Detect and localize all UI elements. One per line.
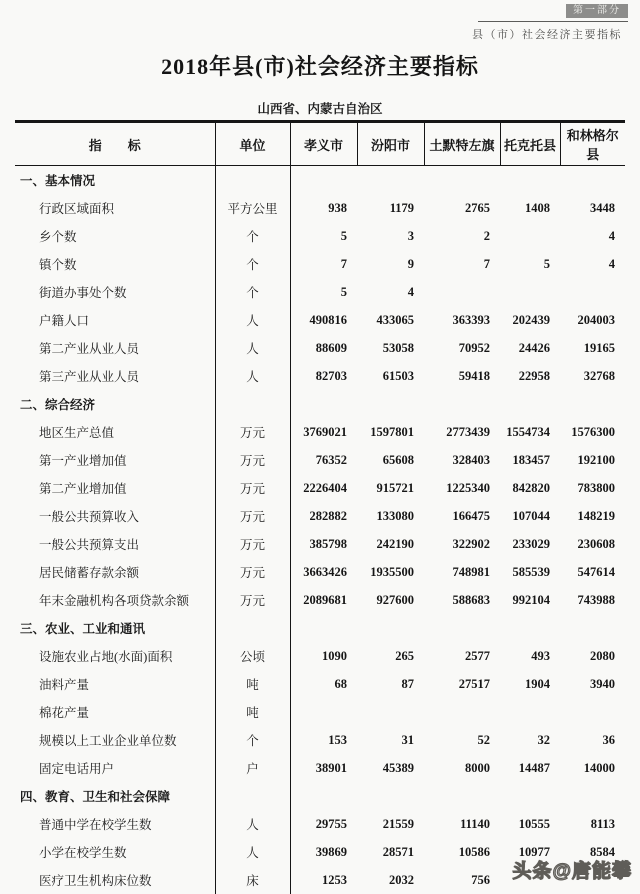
value-cell bbox=[500, 614, 560, 642]
value-cell: 22958 bbox=[500, 362, 560, 390]
value-cell: 14000 bbox=[560, 754, 625, 782]
value-cell bbox=[290, 390, 357, 418]
unit-cell: 平方公里 bbox=[215, 194, 290, 222]
value-cell bbox=[357, 614, 424, 642]
row-label: 油料产量 bbox=[15, 670, 215, 698]
value-cell: 32 bbox=[500, 726, 560, 754]
value-cell: 915721 bbox=[357, 474, 424, 502]
value-cell: 4 bbox=[560, 250, 625, 278]
unit-cell bbox=[215, 390, 290, 418]
value-cell bbox=[357, 782, 424, 810]
value-cell: 59418 bbox=[424, 362, 500, 390]
value-cell bbox=[357, 698, 424, 726]
unit-cell: 万元 bbox=[215, 474, 290, 502]
value-cell: 192100 bbox=[560, 446, 625, 474]
value-cell: 10586 bbox=[424, 838, 500, 866]
value-cell bbox=[500, 782, 560, 810]
unit-cell: 万元 bbox=[215, 558, 290, 586]
value-cell: 2080 bbox=[560, 642, 625, 670]
indicators-table bbox=[15, 123, 625, 894]
table-row bbox=[15, 530, 625, 558]
value-cell: 45389 bbox=[357, 754, 424, 782]
unit-cell: 床 bbox=[215, 866, 290, 894]
unit-cell: 人 bbox=[215, 334, 290, 362]
value-cell bbox=[424, 614, 500, 642]
value-cell: 756 bbox=[424, 866, 500, 894]
table-row bbox=[15, 250, 625, 278]
value-cell: 202439 bbox=[500, 306, 560, 334]
unit-cell: 人 bbox=[215, 838, 290, 866]
value-cell: 385798 bbox=[290, 530, 357, 558]
value-cell: 2032 bbox=[357, 866, 424, 894]
row-label: 街道办事处个数 bbox=[15, 278, 215, 306]
row-label: 医疗卫生机构床位数 bbox=[15, 866, 215, 894]
table-row bbox=[15, 670, 625, 698]
row-label: 第二产业增加值 bbox=[15, 474, 215, 502]
value-cell: 938 bbox=[290, 194, 357, 222]
unit-cell: 个 bbox=[215, 726, 290, 754]
value-cell: 490816 bbox=[290, 306, 357, 334]
table-row bbox=[15, 698, 625, 726]
section-label: 四、教育、卫生和社会保障 bbox=[15, 782, 215, 810]
page-title: 2018年县(市)社会经济主要指标 bbox=[0, 50, 640, 81]
unit-cell: 个 bbox=[215, 250, 290, 278]
row-label: 年末金融机构各项贷款余额 bbox=[15, 586, 215, 614]
value-cell: 1597801 bbox=[357, 418, 424, 446]
row-label: 普通中学在校学生数 bbox=[15, 810, 215, 838]
value-cell: 53058 bbox=[357, 334, 424, 362]
value-cell bbox=[500, 222, 560, 250]
value-cell: 1904 bbox=[500, 670, 560, 698]
value-cell: 322902 bbox=[424, 530, 500, 558]
value-cell: 230608 bbox=[560, 530, 625, 558]
unit-cell: 人 bbox=[215, 362, 290, 390]
value-cell: 29755 bbox=[290, 810, 357, 838]
value-cell: 3769021 bbox=[290, 418, 357, 446]
part-badge: 第一部分 bbox=[566, 4, 628, 18]
value-cell: 2 bbox=[424, 222, 500, 250]
value-cell bbox=[560, 390, 625, 418]
value-cell: 9 bbox=[357, 250, 424, 278]
section-row bbox=[15, 166, 625, 195]
row-label: 规模以上工业企业单位数 bbox=[15, 726, 215, 754]
value-cell: 783800 bbox=[560, 474, 625, 502]
row-label: 行政区域面积 bbox=[15, 194, 215, 222]
section-row bbox=[15, 614, 625, 642]
value-cell: 2089681 bbox=[290, 586, 357, 614]
value-cell: 842820 bbox=[500, 474, 560, 502]
value-cell: 107044 bbox=[500, 502, 560, 530]
value-cell bbox=[500, 278, 560, 306]
value-cell: 65608 bbox=[357, 446, 424, 474]
unit-cell: 万元 bbox=[215, 418, 290, 446]
column-header: 单位 bbox=[215, 123, 290, 166]
table-row bbox=[15, 306, 625, 334]
value-cell bbox=[424, 166, 500, 195]
table-header bbox=[15, 123, 625, 166]
unit-cell bbox=[215, 166, 290, 195]
value-cell bbox=[357, 166, 424, 195]
row-label: 镇个数 bbox=[15, 250, 215, 278]
table-row bbox=[15, 446, 625, 474]
value-cell: 3 bbox=[357, 222, 424, 250]
section-label: 三、农业、工业和通讯 bbox=[15, 614, 215, 642]
value-cell: 36 bbox=[560, 726, 625, 754]
value-cell: 743988 bbox=[560, 586, 625, 614]
table-row bbox=[15, 642, 625, 670]
unit-cell: 万元 bbox=[215, 446, 290, 474]
value-cell: 585539 bbox=[500, 558, 560, 586]
value-cell: 493 bbox=[500, 642, 560, 670]
value-cell bbox=[424, 278, 500, 306]
section-label: 一、基本情况 bbox=[15, 166, 215, 195]
watermark: 头条@唐能攀 bbox=[512, 856, 632, 883]
value-cell: 70952 bbox=[424, 334, 500, 362]
unit-cell: 万元 bbox=[215, 530, 290, 558]
section-label: 二、综合经济 bbox=[15, 390, 215, 418]
table-row bbox=[15, 502, 625, 530]
value-cell bbox=[290, 782, 357, 810]
column-header: 孝义市 bbox=[290, 123, 357, 166]
value-cell: 27517 bbox=[424, 670, 500, 698]
value-cell: 547614 bbox=[560, 558, 625, 586]
page-subtitle: 山西省、内蒙古自治区 bbox=[0, 99, 640, 117]
row-label: 居民储蓄存款余额 bbox=[15, 558, 215, 586]
unit-cell: 个 bbox=[215, 278, 290, 306]
table-row bbox=[15, 418, 625, 446]
indicators-table-wrap bbox=[15, 120, 625, 894]
value-cell: 8113 bbox=[560, 810, 625, 838]
value-cell: 1253 bbox=[290, 866, 357, 894]
value-cell: 5 bbox=[290, 222, 357, 250]
value-cell: 363393 bbox=[424, 306, 500, 334]
value-cell: 4 bbox=[357, 278, 424, 306]
value-cell: 39869 bbox=[290, 838, 357, 866]
unit-cell: 户 bbox=[215, 754, 290, 782]
value-cell bbox=[290, 698, 357, 726]
value-cell bbox=[560, 614, 625, 642]
row-label: 设施农业占地(水面)面积 bbox=[15, 642, 215, 670]
value-cell bbox=[424, 782, 500, 810]
table-row bbox=[15, 194, 625, 222]
value-cell: 927600 bbox=[357, 586, 424, 614]
row-label: 棉花产量 bbox=[15, 698, 215, 726]
unit-cell: 个 bbox=[215, 222, 290, 250]
value-cell: 7 bbox=[290, 250, 357, 278]
unit-cell: 万元 bbox=[215, 502, 290, 530]
value-cell: 265 bbox=[357, 642, 424, 670]
table-row bbox=[15, 810, 625, 838]
value-cell: 992104 bbox=[500, 586, 560, 614]
value-cell bbox=[560, 782, 625, 810]
value-cell: 76352 bbox=[290, 446, 357, 474]
unit-cell: 公顷 bbox=[215, 642, 290, 670]
corner-caption: 县（市）社会经济主要指标 bbox=[472, 26, 628, 42]
value-cell: 4 bbox=[560, 222, 625, 250]
value-cell: 183457 bbox=[500, 446, 560, 474]
row-label: 第二产业从业人员 bbox=[15, 334, 215, 362]
value-cell: 10977 bbox=[500, 838, 560, 866]
value-cell: 588683 bbox=[424, 586, 500, 614]
table-row bbox=[15, 586, 625, 614]
value-cell: 3663426 bbox=[290, 558, 357, 586]
row-label: 地区生产总值 bbox=[15, 418, 215, 446]
value-cell: 433065 bbox=[357, 306, 424, 334]
value-cell: 282882 bbox=[290, 502, 357, 530]
value-cell: 32768 bbox=[560, 362, 625, 390]
value-cell: 21559 bbox=[357, 810, 424, 838]
value-cell bbox=[424, 698, 500, 726]
section-row bbox=[15, 782, 625, 810]
row-label: 一般公共预算支出 bbox=[15, 530, 215, 558]
value-cell: 148219 bbox=[560, 502, 625, 530]
value-cell bbox=[424, 390, 500, 418]
value-cell: 328403 bbox=[424, 446, 500, 474]
value-cell: 7 bbox=[424, 250, 500, 278]
value-cell bbox=[500, 166, 560, 195]
value-cell: 1408 bbox=[500, 194, 560, 222]
corner-header bbox=[472, 0, 628, 42]
unit-cell bbox=[215, 782, 290, 810]
unit-cell: 人 bbox=[215, 306, 290, 334]
value-cell: 38901 bbox=[290, 754, 357, 782]
table-body bbox=[15, 166, 625, 894]
row-label: 第三产业从业人员 bbox=[15, 362, 215, 390]
value-cell: 8584 bbox=[560, 838, 625, 866]
value-cell bbox=[560, 166, 625, 195]
value-cell: 82703 bbox=[290, 362, 357, 390]
value-cell: 24426 bbox=[500, 334, 560, 362]
value-cell bbox=[560, 278, 625, 306]
value-cell: 61503 bbox=[357, 362, 424, 390]
row-label: 户籍人口 bbox=[15, 306, 215, 334]
table-row bbox=[15, 726, 625, 754]
value-cell: 1935500 bbox=[357, 558, 424, 586]
value-cell: 87 bbox=[357, 670, 424, 698]
table-row bbox=[15, 222, 625, 250]
value-cell: 1576300 bbox=[560, 418, 625, 446]
unit-cell bbox=[215, 614, 290, 642]
value-cell bbox=[500, 698, 560, 726]
column-header: 指 标 bbox=[15, 123, 215, 166]
table-row bbox=[15, 278, 625, 306]
table-row bbox=[15, 362, 625, 390]
value-cell: 233029 bbox=[500, 530, 560, 558]
value-cell: 748981 bbox=[424, 558, 500, 586]
value-cell: 204003 bbox=[560, 306, 625, 334]
row-label: 小学在校学生数 bbox=[15, 838, 215, 866]
value-cell: 5 bbox=[500, 250, 560, 278]
unit-cell: 吨 bbox=[215, 670, 290, 698]
value-cell: 10555 bbox=[500, 810, 560, 838]
value-cell bbox=[560, 698, 625, 726]
value-cell: 2773439 bbox=[424, 418, 500, 446]
value-cell: 153 bbox=[290, 726, 357, 754]
row-label: 一般公共预算收入 bbox=[15, 502, 215, 530]
value-cell: 88609 bbox=[290, 334, 357, 362]
value-cell: 133080 bbox=[357, 502, 424, 530]
table-row bbox=[15, 334, 625, 362]
section-row bbox=[15, 390, 625, 418]
column-header: 汾阳市 bbox=[357, 123, 424, 166]
table-row bbox=[15, 754, 625, 782]
value-cell: 2226404 bbox=[290, 474, 357, 502]
row-label: 乡个数 bbox=[15, 222, 215, 250]
value-cell: 3940 bbox=[560, 670, 625, 698]
value-cell bbox=[290, 166, 357, 195]
value-cell: 2765 bbox=[424, 194, 500, 222]
column-header: 土默特左旗 bbox=[424, 123, 500, 166]
corner-rule bbox=[478, 21, 628, 22]
value-cell: 28571 bbox=[357, 838, 424, 866]
value-cell: 11140 bbox=[424, 810, 500, 838]
value-cell: 19165 bbox=[560, 334, 625, 362]
unit-cell: 吨 bbox=[215, 698, 290, 726]
value-cell: 5 bbox=[290, 278, 357, 306]
unit-cell: 人 bbox=[215, 810, 290, 838]
table-header-row bbox=[15, 123, 625, 166]
value-cell: 1090 bbox=[290, 642, 357, 670]
value-cell bbox=[290, 614, 357, 642]
table-row bbox=[15, 474, 625, 502]
value-cell: 1554734 bbox=[500, 418, 560, 446]
table-row bbox=[15, 558, 625, 586]
column-header: 和林格尔县 bbox=[560, 123, 625, 166]
value-cell: 8000 bbox=[424, 754, 500, 782]
value-cell: 1179 bbox=[357, 194, 424, 222]
value-cell: 14487 bbox=[500, 754, 560, 782]
value-cell: 3448 bbox=[560, 194, 625, 222]
value-cell bbox=[500, 390, 560, 418]
unit-cell: 万元 bbox=[215, 586, 290, 614]
value-cell bbox=[357, 390, 424, 418]
value-cell: 242190 bbox=[357, 530, 424, 558]
value-cell: 166475 bbox=[424, 502, 500, 530]
value-cell: 52 bbox=[424, 726, 500, 754]
row-label: 第一产业增加值 bbox=[15, 446, 215, 474]
value-cell: 1225340 bbox=[424, 474, 500, 502]
value-cell: 68 bbox=[290, 670, 357, 698]
value-cell: 2577 bbox=[424, 642, 500, 670]
column-header: 托克托县 bbox=[500, 123, 560, 166]
row-label: 固定电话用户 bbox=[15, 754, 215, 782]
value-cell: 31 bbox=[357, 726, 424, 754]
